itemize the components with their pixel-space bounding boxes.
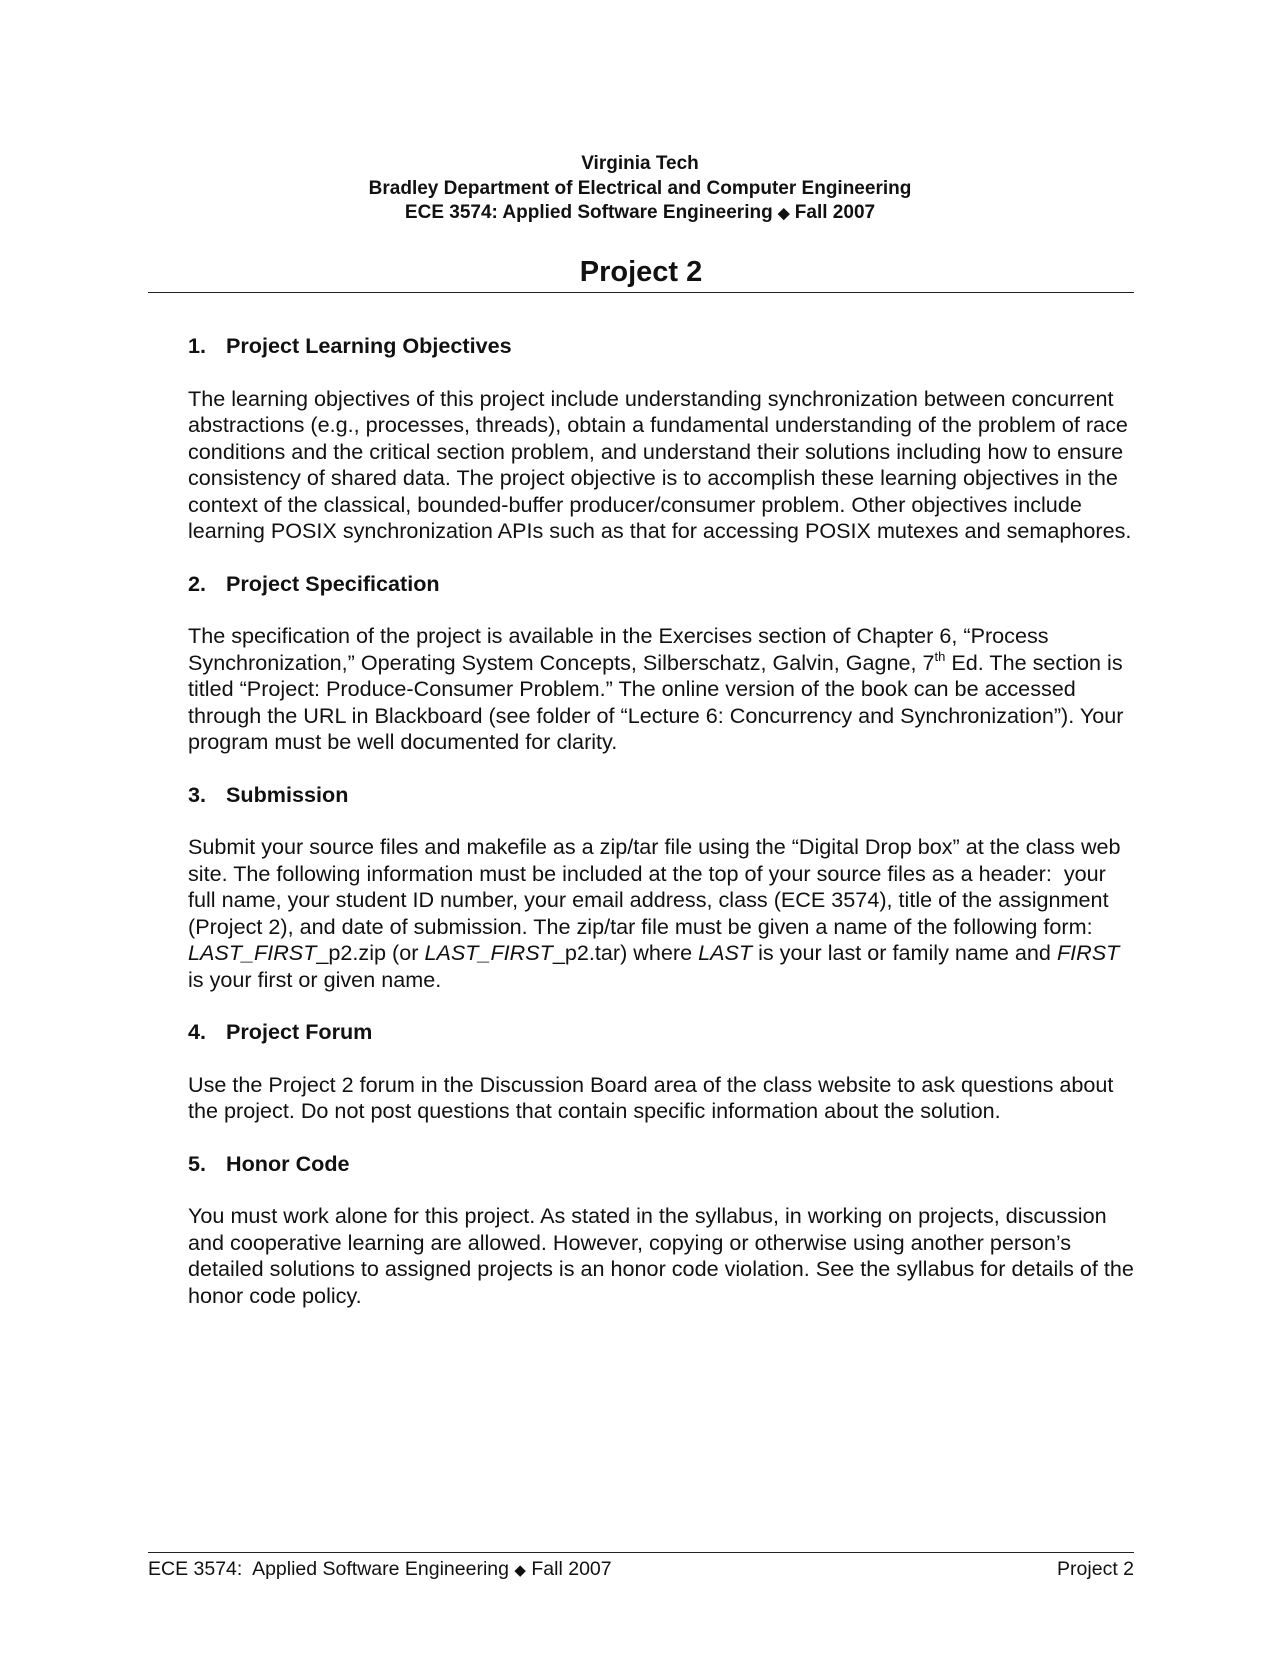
department-name: Bradley Department of Electrical and Computer Engineering — [368, 177, 912, 199]
section-honor-code — [188, 1151, 1138, 1310]
section-title: Project Learning Objectives — [226, 333, 512, 358]
paragraph-text: The specification of the project is available in the Exercises section of Chapter 6, “Process Synchronization,” Operating System Concepts, Silberschatz, Galvin, Gagne, 7 — [188, 623, 1049, 675]
section-number: 3. — [188, 781, 207, 807]
section-heading — [188, 571, 1138, 598]
footer-course-name: ECE 3574: Applied Software Engineering — [148, 1558, 509, 1580]
title-divider — [148, 292, 1134, 293]
superscript: th — [934, 648, 946, 664]
italic-text: FIRST — [1056, 940, 1120, 965]
document-body — [188, 333, 1138, 1335]
footer-page-label: Project 2 — [1057, 1558, 1134, 1580]
paragraph-text: Ed. The section is titled “Project: Produce-Consumer Problem.” The online version of the book can be accessed through the URL in Blackboard (see folder of “Lecture 6: Concurrency and Synchronization”). Your program must be well documented for clarity. — [188, 649, 1124, 754]
footer-divider — [148, 1552, 1134, 1553]
diamond-icon: ◆ — [777, 205, 790, 222]
diamond-icon: ◆ — [514, 1562, 526, 1579]
section-project-forum — [188, 1019, 1138, 1125]
section-heading — [188, 333, 1138, 360]
footer-term: Fall 2007 — [531, 1558, 612, 1580]
italic-text: LAST_FIRST — [188, 940, 317, 965]
paragraph-text: is your last or family name and — [752, 940, 1057, 965]
section-heading — [188, 1151, 1138, 1178]
italic-text: LAST — [698, 940, 753, 965]
section-paragraph: You must work alone for this project. As stated in the syllabus, in working on projects, discussion and cooperative learning are allowed. However, copying or otherwise using another person’s detailed solutions to assigned projects is an honor code violation. See the syllabus for details of the honor code policy. — [188, 1203, 1134, 1308]
paragraph-text: Submit your source files and makefile as a zip/tar file using the “Digital Drop box” at the class web site. The following information must be included at the top of your source files as a header: your full name, your student ID number, your email address, class (ECE 3574), title of the assignment (Project 2), and date of submission. The zip/tar file must be given a name of the following form: — [188, 834, 1127, 939]
section-submission — [188, 782, 1138, 994]
section-title: Project Specification — [226, 570, 440, 596]
term: Fall 2007 — [794, 202, 876, 223]
paragraph-text: _p2.zip (or — [316, 940, 425, 965]
paragraph-text: _p2.tar) where — [552, 940, 699, 965]
section-title: Honor Code — [226, 1150, 350, 1176]
section-number: 5. — [188, 1150, 207, 1176]
page-title: Project 2 — [579, 256, 703, 288]
paragraph-text: is your first or given name. — [188, 966, 442, 992]
section-heading — [188, 782, 1138, 809]
section-paragraph: The learning objectives of this project include understanding synchronization between concurrent abstractions (e.g., processes, threads), obtain a fundamental understanding of the problem of race conditions and the critical section problem, and understand their solutions including how to ensure consistency of shared data. The project objective is to accomplish these learning objectives in the context of the classical, bounded-buffer producer/consumer problem. Other objectives include learning POSIX synchronization APIs such as that for accessing POSIX mutexes and semaphores. — [188, 385, 1132, 543]
section-learning-objectives — [188, 333, 1138, 545]
section-number: 1. — [188, 333, 207, 358]
document-header — [0, 152, 1280, 227]
course-name: ECE 3574: Applied Software Engineering — [404, 202, 773, 223]
section-paragraph: Use the Project 2 forum in the Discussion Board area of the class website to ask questions about the project. Do not post questions that contain specific information about the solution. — [188, 1071, 1114, 1123]
section-specification — [188, 571, 1138, 756]
section-heading — [188, 1019, 1138, 1046]
section-title: Project Forum — [226, 1019, 373, 1044]
university-name: Virginia Tech — [581, 153, 699, 174]
section-paragraph — [188, 834, 1138, 993]
section-paragraph — [188, 623, 1138, 756]
section-number: 2. — [188, 570, 207, 596]
section-title: Submission — [226, 781, 349, 807]
course-line — [0, 201, 1280, 227]
italic-text: LAST_FIRST — [424, 940, 553, 965]
footer-course — [148, 1557, 612, 1583]
section-number: 4. — [188, 1019, 207, 1044]
